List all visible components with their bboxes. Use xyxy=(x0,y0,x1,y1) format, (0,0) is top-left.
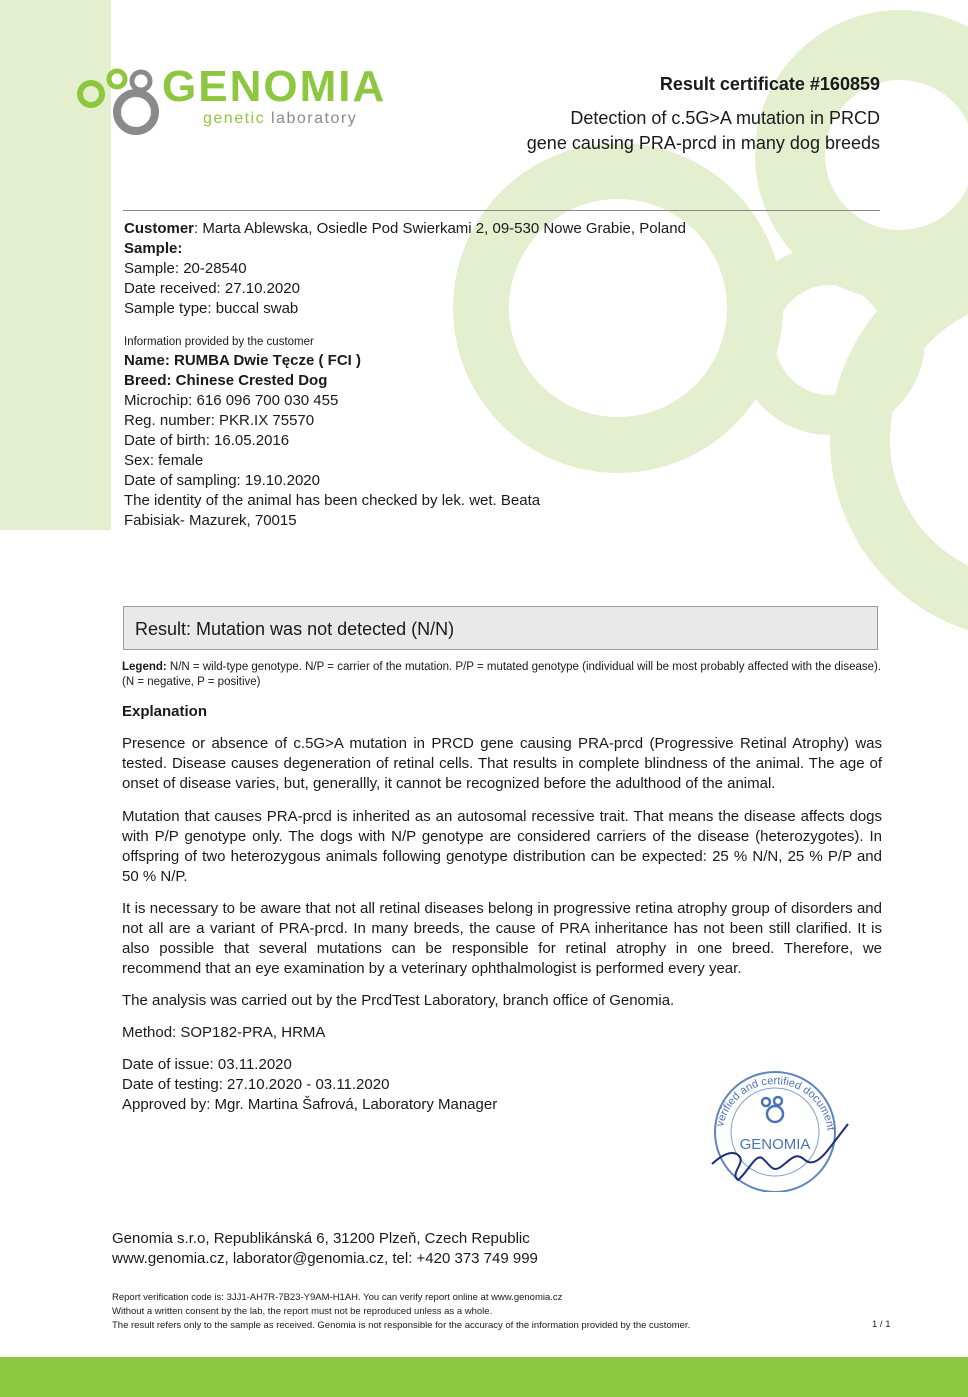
brand-subtitle xyxy=(203,110,357,128)
animal-date-of-birth: Date of birth: 16.05.2016 xyxy=(124,432,290,449)
customer-value: : Marta Ablewska, Osiedle Pod Swierkami 2, 09-530 Nowe Grabie, Poland xyxy=(194,220,686,237)
certificate-description xyxy=(460,106,880,156)
verification-code: Report verification code is: 3JJ1-AH7R-7B23-Y9AM-H1AH. You can verify report online at www.genomia.cz xyxy=(112,1292,563,1303)
explanation-paragraph: Presence or absence of c.5G>A mutation in PRCD gene causing PRA-prcd (Progressive Retinal Atrophy) was tested. Disease causes degeneration of retinal cells. That results in complete blindness of the animal. The age of onset of disease varies, but, generallly, it cannot be recognized before the adulthood of the animal. xyxy=(122,735,882,792)
stamp-logo-icon xyxy=(762,1097,783,1122)
bottom-accent-bar xyxy=(0,1357,968,1397)
certificate-title: Result certificate #160859 xyxy=(659,74,880,94)
customer-label: Customer xyxy=(124,220,195,237)
analysis-lab-note: The analysis was carried out by the PrcdTest Laboratory, branch office of Genomia. xyxy=(122,992,675,1009)
disclaimer: The result refers only to the sample as received. Genomia is not responsible for the accuracy of the information provided by the customer. xyxy=(112,1320,691,1331)
customer-line xyxy=(124,219,686,239)
animal-name: Name: RUMBA Dwie Tęcze ( FCI ) xyxy=(124,352,361,369)
customer-sample-block xyxy=(124,219,686,319)
consent-note: Without a written consent by the lab, the report must not be reproduced unless as a whole. xyxy=(112,1306,493,1317)
certification-stamp xyxy=(700,1062,850,1192)
date-of-testing: Date of testing: 27.10.2020 - 03.11.2020 xyxy=(122,1076,390,1093)
animal-info-block xyxy=(124,333,540,531)
footer-disclaimer-block xyxy=(112,1291,812,1333)
brand-subtitle-green: genetic xyxy=(203,110,266,127)
page-number: 1 / 1 xyxy=(872,1319,891,1330)
legend-text: N/N = wild-type genotype. N/P = carrier of the mutation. P/P = mutated genotype (individual will be most probably affected with the disease). (N = negative, P = positive) xyxy=(122,661,882,688)
stamp-arc-text: verified and certified document xyxy=(714,1074,837,1132)
animal-reg-number: Reg. number: PKR.IX 75570 xyxy=(124,412,315,429)
animal-breed: Breed: Chinese Crested Dog xyxy=(124,372,328,389)
sample-type: Sample type: buccal swab xyxy=(124,300,299,317)
customer-info-note: Information provided by the customer xyxy=(124,336,314,348)
approved-by: Approved by: Mgr. Martina Šafrová, Laboratory Manager xyxy=(122,1096,498,1113)
animal-identity-check: Fabisiak- Mazurek, 70015 xyxy=(124,512,297,529)
sample-id: Sample: 20-28540 xyxy=(124,260,247,277)
company-contact: www.genomia.cz, laborator@genomia.cz, tel: +420 373 749 999 xyxy=(112,1250,538,1267)
explanation-heading: Explanation xyxy=(122,703,208,720)
brand-subtitle-gray: laboratory xyxy=(265,110,358,127)
animal-identity-check: The identity of the animal has been checked by lek. wet. Beata xyxy=(124,492,541,509)
footer-address-block xyxy=(112,1229,538,1269)
company-address: Genomia s.r.o, Republikánská 6, 31200 Plzeň, Czech Republic xyxy=(112,1230,530,1247)
explanation-paragraph: It is necessary to be aware that not all retinal diseases belong in progressive retina atrophy group of disorders and not all are a variant of PRA-prcd. In many breeds, the cause of PRA inheritance has not been still clarified. It is also possible that several mutations can be responsible for retinal atrophy in one breed. Therefore, we recommend that an eye examination by a veterinary ophthalmologist is performed every year. xyxy=(122,900,882,977)
header-divider xyxy=(123,210,880,211)
certificate-description-line: Detection of c.5G>A mutation in PRCD xyxy=(570,108,880,128)
sample-date-received: Date received: 27.10.2020 xyxy=(124,280,300,297)
brand-name: GENOMIA xyxy=(162,62,387,111)
method: Method: SOP182-PRA, HRMA xyxy=(122,1024,326,1041)
legend-label: Legend: xyxy=(122,661,167,673)
stamp-name: GENOMIA xyxy=(739,1136,811,1153)
result-box: Result: Mutation was not detected (N/N) xyxy=(123,606,878,650)
sample-heading: Sample: xyxy=(124,240,183,257)
explanation-paragraph: Mutation that causes PRA-prcd is inherited as an autosomal recessive trait. That means the disease affects dogs with P/P genotype only. The dogs with N/P genotype are considered carriers of the disease (heterozygotes). In offspring of two heterozygous animals following genotype distribution can be expected: 25 % N/N, 25 % P/P and 50 % N/P. xyxy=(122,808,882,885)
date-of-issue: Date of issue: 03.11.2020 xyxy=(122,1056,292,1073)
animal-microchip: Microchip: 616 096 700 030 455 xyxy=(124,392,339,409)
genomia-logo-icon xyxy=(76,64,162,140)
animal-date-of-sampling: Date of sampling: 19.10.2020 xyxy=(124,472,320,489)
certificate-description-line: gene causing PRA-prcd in many dog breeds xyxy=(526,133,880,153)
animal-sex: Sex: female xyxy=(124,452,204,469)
legend xyxy=(122,660,882,690)
